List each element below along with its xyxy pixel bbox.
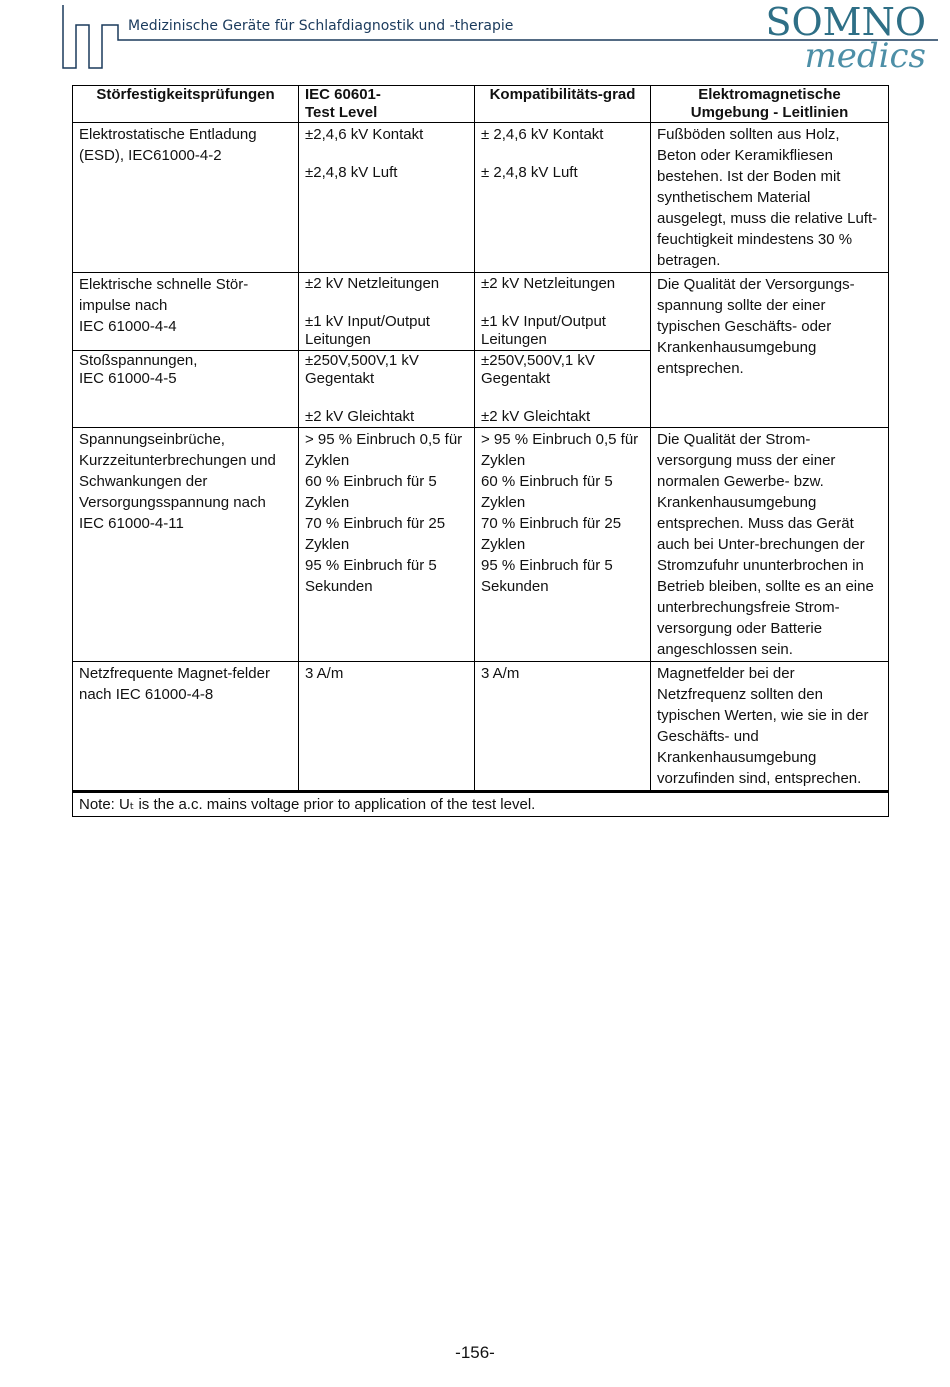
dips-level: > 95 % Einbruch 0,5 für Zyklen 60 % Einbruch für 5 Zyklen 70 % Einbruch für 25 Zyklen 95 % Einbruch für 5 Sekunden xyxy=(299,428,475,662)
esd-test: Elektrostatische Entladung (ESD), IEC61000-4-2 xyxy=(73,123,299,273)
header-test-level: IEC 60601- Test Level xyxy=(299,86,475,123)
burst-test-line3: IEC 61000-4-4 xyxy=(79,318,177,335)
dips-compat: > 95 % Einbruch 0,5 für Zyklen 60 % Einbruch für 5 Zyklen 70 % Einbruch für 25 Zyklen 95 % Einbruch für 5 Sekunden xyxy=(475,428,651,662)
surge-compat-diff: ±250V,500V,1 kV Gegentakt xyxy=(481,352,595,387)
magnetic-compat: 3 A/m xyxy=(475,662,651,792)
table-row-burst xyxy=(73,273,889,351)
burst-compat-mains: ±2 kV Netzleitungen xyxy=(481,275,616,292)
burst-level-io: ±1 kV Input/Output Leitungen xyxy=(305,313,430,348)
esd-level-contact: ±2,4,6 kV Kontakt xyxy=(305,126,424,143)
magnetic-environment: Magnetfelder bei der Netzfrequenz sollten den typischen Werten, wie sie in der Geschäfts- und Krankenhausumgebung vorzufinden sind, entsprechen. xyxy=(651,662,889,792)
surge-level xyxy=(299,351,475,428)
esd-compat-contact: ± 2,4,6 kV Kontakt xyxy=(481,126,604,143)
magnetic-level: 3 A/m xyxy=(299,662,475,792)
table-row-magnetic xyxy=(73,662,889,792)
burst-level-mains: ±2 kV Netzleitungen xyxy=(305,275,440,292)
surge-level-common: ±2 kV Gleichtakt xyxy=(305,408,415,425)
burst-level xyxy=(299,273,475,351)
brand-medics: medics xyxy=(804,36,926,76)
surge-test: Stoßspannungen, IEC 61000-4-5 xyxy=(73,351,299,428)
table-note: Note: Uₜ is the a.c. mains voltage prior to application of the test level. xyxy=(73,792,889,817)
surge-compat-common: ±2 kV Gleichtakt xyxy=(481,408,591,425)
header-compliance-level: Kompatibilitäts-grad xyxy=(475,86,651,123)
table-header-row xyxy=(73,86,889,123)
surge-compat xyxy=(475,351,651,428)
page-number: -156- xyxy=(455,1343,495,1362)
burst-compat-io: ±1 kV Input/Output Leitungen xyxy=(481,313,606,348)
esd-compat-air: ± 2,4,8 kV Luft xyxy=(481,164,578,181)
emc-immunity-table xyxy=(72,85,889,817)
table-note-row xyxy=(73,792,889,817)
burst-surge-environment: Die Qualität der Versorgungs-spannung sollte der einer typischen Geschäfts- oder Krankenhausumgebung entsprechen. xyxy=(651,273,889,428)
header-environment: Elektromagnetische Umgebung - Leitlinien xyxy=(651,86,889,123)
table-row-esd xyxy=(73,123,889,273)
esd-compat xyxy=(475,123,651,273)
esd-environment: Fußböden sollten aus Holz, Beton oder Keramikfliesen bestehen. Ist der Boden mit synthetischem Material ausgelegt, muss die relative Luft-feuchtigkeit mindestens 30 % betragen. xyxy=(651,123,889,273)
dips-environment: Die Qualität der Strom-versorgung muss der einer normalen Gewerbe- bzw. Krankenhausumgebung entsprechen. Muss das Gerät auch bei Unter-brechungen der Stromzufuhr ununterbrochen in Betrieb bleiben, sollte es an eine unterbrechungsfreie Strom-versorgung oder Batterie angeschlossen sein. xyxy=(651,428,889,662)
page-header xyxy=(0,0,950,80)
burst-compat xyxy=(475,273,651,351)
burst-test-line2: impulse nach xyxy=(79,297,168,314)
table-row-dips xyxy=(73,428,889,662)
burst-test-line1: Elektrische schnelle Stör- xyxy=(79,276,249,293)
dips-test: Spannungseinbrüche, Kurzzeitunterbrechungen und Schwankungen der Versorgungsspannung nach IEC 61000-4-11 xyxy=(73,428,299,662)
header-immunity-test: Störfestigkeitsprüfungen xyxy=(73,86,299,123)
esd-level xyxy=(299,123,475,273)
surge-level-diff: ±250V,500V,1 kV Gegentakt xyxy=(305,352,419,387)
header-tagline: Medizinische Geräte für Schlafdiagnostik und -therapie xyxy=(128,18,514,34)
esd-level-air: ±2,4,8 kV Luft xyxy=(305,164,398,181)
brand-somno: SOMNO xyxy=(765,0,926,44)
burst-test xyxy=(73,273,299,351)
magnetic-test: Netzfrequente Magnet-felder nach IEC 61000-4-8 xyxy=(73,662,299,792)
